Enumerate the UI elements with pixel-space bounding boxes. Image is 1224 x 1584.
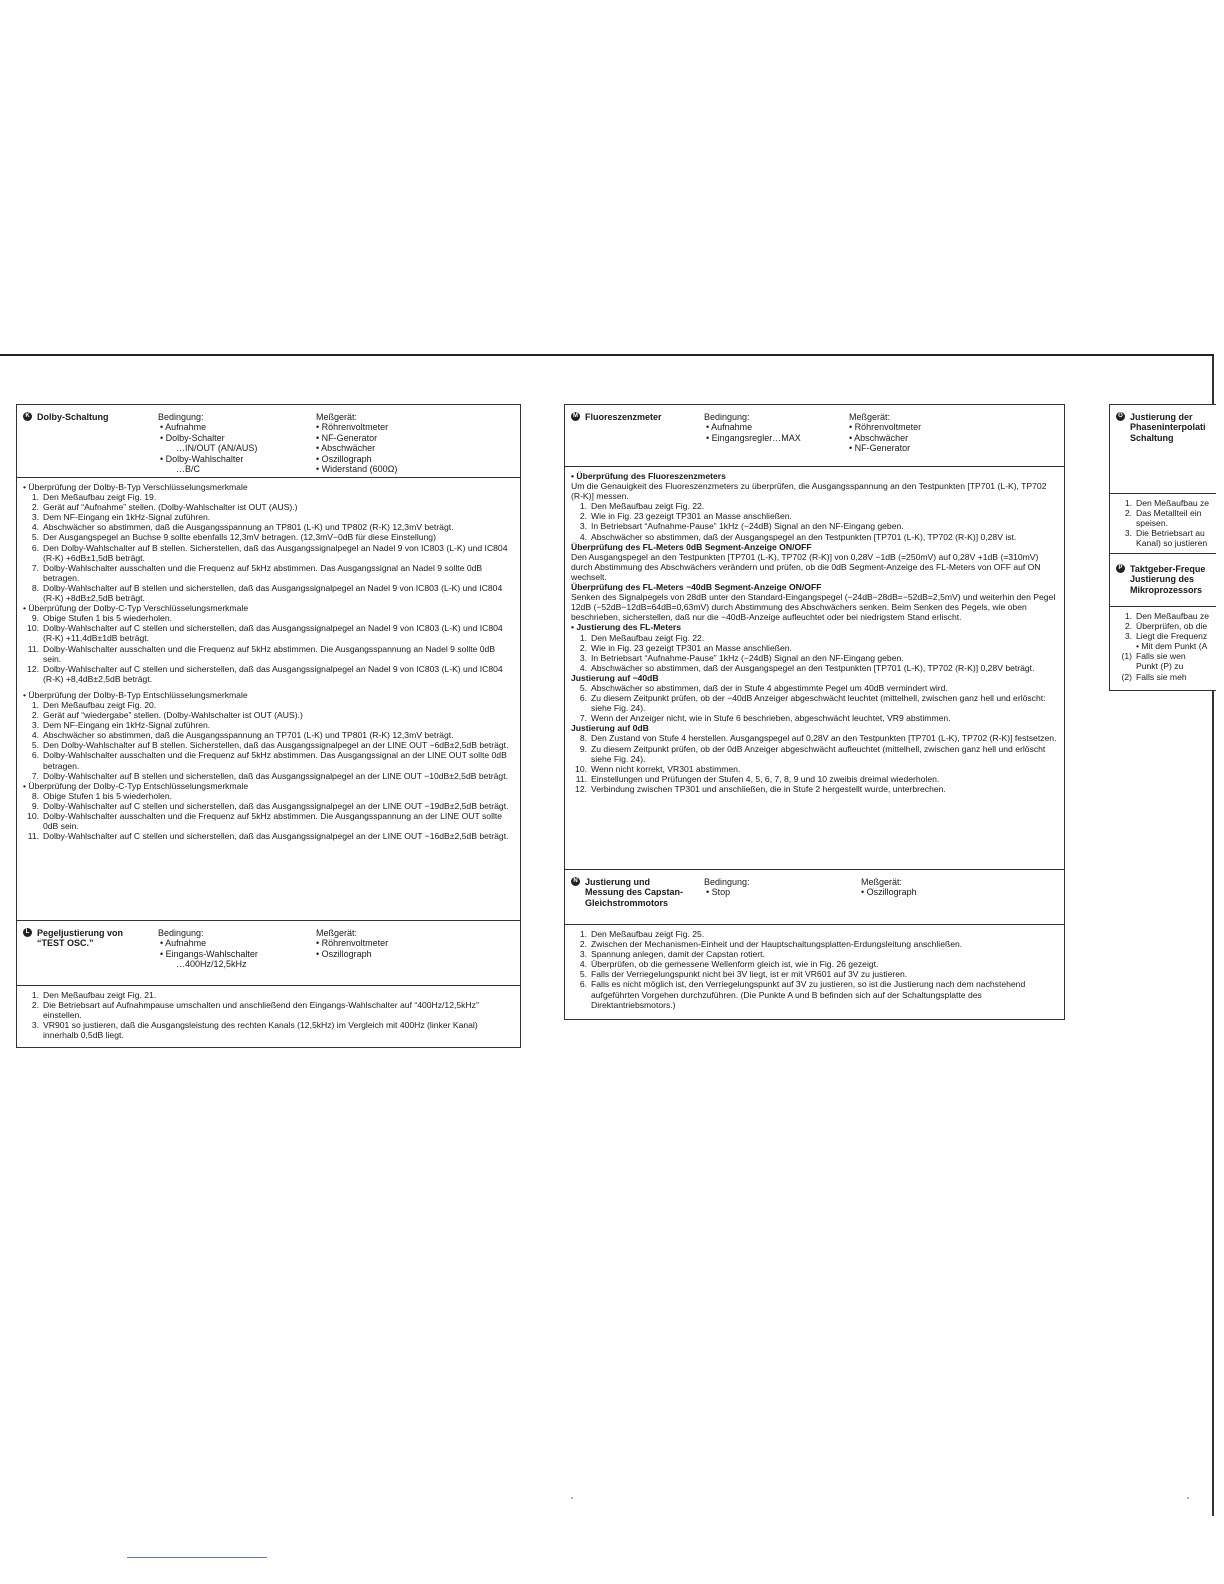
takt-title: Taktgeber-Freque <box>1130 564 1206 574</box>
step-number: 1. <box>1124 611 1132 621</box>
step-text: Verbindung zwischen TP301 und anschließen, die in Stufe 2 hergestellt wurde, unterbrechen. <box>591 783 946 794</box>
step-text: Zwischen der Mechanismen-Einheit und der Hauptschaltungsplatten-Erdungsleitung anschließen. <box>591 939 963 950</box>
footer-rule <box>127 1557 267 1558</box>
step-number: 3. <box>579 949 587 960</box>
step-item <box>571 979 1058 1009</box>
step-text: Den Meßaufbau zeigt Fig. 25. <box>591 929 705 939</box>
step-number <box>1116 538 1136 548</box>
bedingung-label: Bedingung: <box>158 928 204 938</box>
step-text: Zu diesem Zeitpunkt prüfen, ob der −40dB Anzeiger abgeschwächt leuchtet (mittelhell, zwischen ganz hell und erlöscht: siehe Fig. 24). <box>591 693 1046 714</box>
step-item <box>571 511 1058 521</box>
step-number: 6. <box>579 979 587 990</box>
messgeraet-item: • Röhrenvoltmeter <box>849 422 922 433</box>
step-item <box>571 774 1058 784</box>
step-item <box>571 683 1058 693</box>
step-text: Falls es nicht möglich ist, den Verriegelungspunkt auf 3V zu justieren, so ist die Justierung nach dem nachstehend aufgeführten Vorgehen durchzuführen. (Die Punkte A und B befinden sich auf der Schaltungsplatte des Direktantriebsmotors.) <box>591 979 1026 1010</box>
step-item <box>23 700 514 710</box>
step-item <box>23 522 514 532</box>
step-number: 4. <box>31 522 39 533</box>
bedingung-item: …IN/OUT (AN/AUS) <box>176 443 258 454</box>
step-number: 7. <box>579 713 587 724</box>
step-text: Zu diesem Zeitpunkt prüfen, ob der 0dB Anzeiger abgeschwächt aufleuchtet (mittelhell, zwischen ganz hell und erlöscht siehe Fig. 24). <box>591 743 1046 764</box>
step-item <box>23 990 514 1000</box>
step-item <box>23 532 514 542</box>
top-rule <box>0 354 1214 356</box>
step-text: Abschwächer so abstimmen, daß der Ausgangspegel an den Testpunkten [TP701 (L-K), TP702 (R-K)] 0,28V beträgt. <box>591 662 1035 673</box>
section-badge: L <box>23 928 32 937</box>
step-text: Abschwächer so abstimmen, daß der Ausgangspegel an den Testpunkten [TP701 (L-K), TP702 (R-K)] 0,28V ist. <box>591 531 1017 542</box>
subheading: • Justierung des FL-Meters <box>571 622 681 633</box>
step-number: 5. <box>31 532 39 543</box>
step-number: (2) <box>1121 671 1132 682</box>
step-text: Spannung anlegen, damit der Capstan rotiert. <box>591 949 765 960</box>
step-number: 3. <box>579 521 587 532</box>
paragraph: Den Ausgangspegel an den Testpunkten [TP701 (L-K), TP702 (R-K)] von 0,28V −1dB (=250mV) auf 0,28V +1dB (=310mV) durch Abstimmung des Abschwächers verändern und prüfen, ob die 0dB Segment-Anzeige des FL-Meters von OFF auf ON wechselt. <box>571 551 1041 582</box>
step-number: 1. <box>579 929 587 939</box>
step-list <box>23 990 514 1040</box>
step-text: Dem NF-Eingang ein 1kHz-Signal zuführen. <box>43 720 211 731</box>
step-text: Dolby-Wahlschalter auf C stellen und sicherstellen, daß das Ausgangssignalpegel an der LINE OUT −16dB±2,5dB beträgt. <box>43 831 509 842</box>
step-list <box>571 929 1058 1010</box>
step-number: 2. <box>579 642 587 653</box>
takt-body <box>1110 607 1216 688</box>
step-number: 3. <box>1124 631 1132 642</box>
step-text: speisen. <box>1136 518 1169 529</box>
step-text: Punkt (P) zu <box>1136 661 1184 672</box>
step-number: 8. <box>31 790 39 801</box>
step-list <box>1116 611 1210 682</box>
step-number: 4. <box>579 959 587 970</box>
messgeraet-item: • Oszillograph <box>316 453 372 464</box>
step-text: Wenn nicht korrekt, VR301 abstimmen. <box>591 763 741 774</box>
step-text: Den Meßaufbau zeigt Fig. 19. <box>43 492 157 503</box>
subheading: Justierung auf −40dB <box>571 672 659 683</box>
step-item <box>23 644 514 664</box>
speck <box>571 1497 573 1499</box>
subheading: Überprüfung des FL-Meters 0dB Segment-Anzeige ON/OFF <box>571 541 812 552</box>
step-item <box>23 664 514 684</box>
takt-section <box>1109 553 1216 691</box>
step-text: Den Dolby-Wahlschalter auf B stellen. Sicherstellen, daß das Ausgangssignalpegel an Nadel 9 von IC803 (L-K) und IC804 (R-K) +6dB±1,5dB beträgt. <box>43 542 508 563</box>
step-item <box>571 744 1058 764</box>
step-item <box>571 959 1058 969</box>
pegel-messgeraet <box>316 928 388 959</box>
dolby-section <box>16 404 521 923</box>
bedingung-item: • Dolby-Wahlschalter <box>160 453 244 464</box>
step-text: In Betriebsart “Aufnahme-Pause” 1kHz (−24dB) Signal an den NF-Eingang geben. <box>591 521 904 532</box>
step-item <box>23 543 514 563</box>
section-badge: M <box>573 413 578 419</box>
step-text: Einstellungen und Prüfungen der Stufen 4, 5, 6, 7, 8, 9 und 10 zweibis dreimal wiederholen. <box>591 773 940 784</box>
bedingung-label: Bedingung: <box>158 412 204 422</box>
step-item <box>23 791 514 801</box>
pegel-bedingung <box>158 928 258 970</box>
subheading: • Überprüfung der Dolby-C-Typ Entschlüsselungsmerkmale <box>23 780 249 791</box>
subheading: Justierung auf 0dB <box>571 723 649 734</box>
step-number <box>1116 641 1136 651</box>
step-text: Dolby-Wahlschalter auf C stellen und sicherstellen, daß das Ausgangssignalpegel an Nadel 9 von IC803 (L-K) und IC804 (R-K) +11,4dB±1dB beträgt. <box>43 623 503 644</box>
capstan-bedingung <box>704 877 750 898</box>
step-number <box>1116 518 1136 528</box>
bedingung-item: • Stop <box>706 887 731 898</box>
messgeraet-item: • Röhrenvoltmeter <box>316 938 389 949</box>
step-text: Obige Stufen 1 bis 5 wiederholen. <box>43 613 172 624</box>
step-number: 7. <box>31 770 39 781</box>
bedingung-item: • Aufnahme <box>160 422 207 433</box>
step-item <box>571 532 1058 542</box>
step-number: 5. <box>579 969 587 980</box>
step-item <box>1116 538 1210 548</box>
step-list <box>23 613 514 684</box>
step-text: Den Meßaufbau zeigt Fig. 22. <box>591 632 705 643</box>
step-number: (1) <box>1121 651 1132 662</box>
step-text: Abschwächer so abstimmen, daß der in Stufe 4 abgestimmte Pegel um 40dB vermindert wird. <box>591 682 948 693</box>
phase-section <box>1109 404 1216 556</box>
step-number: 9. <box>31 800 39 811</box>
messgeraet-label: Meßgerät: <box>849 412 891 422</box>
step-item <box>23 801 514 811</box>
step-text: Wenn der Anzeiger nicht, wie in Stufe 6 beschrieben, abgeschwächt leuchtet, VR9 abstimmen. <box>591 713 951 724</box>
subheading: • Überprüfung der Dolby-B-Typ Verschlüsselungsmerkmale <box>23 482 248 492</box>
takt-header <box>1110 554 1216 607</box>
step-list <box>23 700 514 781</box>
step-text: Dolby-Wahlschalter auf B stellen und sicherstellen, daß das Ausgangssignalpegel an der LINE OUT −10dB±2,5dB beträgt. <box>43 770 508 781</box>
phase-title-line2: Phaseninterpolati <box>1130 422 1206 433</box>
step-number: 2. <box>31 1000 39 1011</box>
step-item <box>1116 621 1210 631</box>
step-number: 2. <box>1124 621 1132 632</box>
step-number <box>1116 661 1136 671</box>
step-number: 12. <box>27 663 39 674</box>
step-item <box>571 501 1058 511</box>
step-item <box>23 492 514 502</box>
step-item <box>23 771 514 781</box>
step-text: Dolby-Wahlschalter ausschalten und die Frequenz auf 5kHz abstimmen. Das Ausgangssignal an Nadel 9 sollte 0dB betragen. <box>43 562 483 583</box>
messgeraet-item: • Oszillograph <box>861 887 917 898</box>
step-number: 6. <box>579 693 587 704</box>
step-item <box>23 1000 514 1020</box>
section-badge: K <box>23 412 32 421</box>
step-text: Den Dolby-Wahlschalter auf B stellen. Sicherstellen, daß das Ausgangssignalpegel an der LINE OUT −6dB±2,5dB beträgt. <box>43 740 509 751</box>
bedingung-label: Bedingung: <box>704 877 750 887</box>
capstan-title-block <box>571 877 683 908</box>
step-item <box>23 710 514 720</box>
step-text: Abschwächer so abstimmen, daß die Ausgangsspannung an TP801 (L-K) und TP802 (R-K) 12,3mV beträgt. <box>43 522 454 533</box>
subheading: Überprüfung des FL-Meters −40dB Segment-Anzeige ON/OFF <box>571 582 822 593</box>
step-text: Die Betriebsart au <box>1136 528 1205 539</box>
phase-header <box>1110 405 1216 494</box>
step-text: Überprüfen, ob die gemessene Wellenform gleich ist, wie in Fig. 26 gezeigt. <box>591 959 879 970</box>
capstan-section <box>564 869 1065 1020</box>
step-number: 4. <box>579 662 587 673</box>
step-number: 12. <box>575 783 587 794</box>
step-text: Falls sie meh <box>1136 671 1187 682</box>
step-text: Dem NF-Eingang ein 1kHz-Signal zuführen. <box>43 512 211 523</box>
subheading: • Überprüfung der Dolby-B-Typ Entschlüsselungsmerkmale <box>23 689 248 700</box>
step-item <box>1116 611 1210 621</box>
step-text: Wie in Fig. 23 gezeigt TP301 an Masse anschließen. <box>591 642 792 653</box>
step-item <box>571 939 1058 949</box>
subheading: • Überprüfung des Fluoreszenzmeters <box>571 471 726 481</box>
step-text: Obige Stufen 1 bis 5 wiederholen. <box>43 790 172 801</box>
messgeraet-label: Meßgerät: <box>316 928 358 938</box>
paragraph: Um die Genauigkeit des Fluoreszenzmeters zu überprüfen, die Ausgangsspannung an den Testpunkten [TP701 (L-K), TP702 (R-K)] messen. <box>571 481 1047 502</box>
step-list <box>23 492 514 603</box>
step-item <box>23 730 514 740</box>
step-text: Den Meßaufbau ze <box>1136 498 1210 508</box>
step-list <box>1116 498 1210 548</box>
step-text: Falls der Verriegelungspunkt nicht bei 3V liegt, ist er mit VR601 auf 3V zu justieren. <box>591 969 908 980</box>
step-item <box>1116 672 1210 682</box>
pegel-title-block <box>23 928 123 949</box>
step-item <box>571 653 1058 663</box>
step-item <box>571 643 1058 653</box>
step-text: Falls sie wen <box>1136 651 1186 662</box>
step-text: Dolby-Wahlschalter ausschalten und die Frequenz auf 5kHz abstimmen. Das Ausgangssignal an der LINE OUT sollte 0dB betragen. <box>43 750 507 771</box>
step-item <box>571 733 1058 743</box>
step-item <box>1116 641 1210 651</box>
bedingung-item: …B/C <box>176 464 201 475</box>
step-number: 6. <box>31 750 39 761</box>
dolby-bedingung <box>158 412 257 474</box>
step-number: 11. <box>27 831 39 842</box>
step-item <box>23 750 514 770</box>
step-number: 2. <box>579 511 587 522</box>
messgeraet-label: Meßgerät: <box>861 877 903 887</box>
step-text: Den Meßaufbau zeigt Fig. 22. <box>591 501 705 512</box>
step-number: 2. <box>31 710 39 721</box>
pegel-body <box>17 986 520 1046</box>
messgeraet-label: Meßgerät: <box>316 412 358 422</box>
step-number: 1. <box>31 699 39 710</box>
bedingung-item: • Eingangsregler…MAX <box>706 432 801 443</box>
step-item <box>1116 498 1210 508</box>
section-badge: N <box>571 877 580 886</box>
step-number: 5. <box>31 740 39 751</box>
bedingung-item: …400Hz/12,5kHz <box>176 959 247 970</box>
step-number: 1. <box>31 492 39 503</box>
fluor-header <box>565 405 1064 467</box>
messgeraet-item: • Widerstand (600Ω) <box>316 464 398 475</box>
step-item <box>23 720 514 730</box>
pegel-title: Pegeljustierung von <box>37 928 124 938</box>
step-item <box>1116 508 1210 518</box>
step-text: Gerät auf “Aufnahme” stellen. (Dolby-Wahlschalter ist OUT (AUS).) <box>43 502 298 513</box>
messgeraet-item: • Oszillograph <box>316 948 372 959</box>
dolby-title-block <box>23 412 109 422</box>
subheading: • Überprüfung der Dolby-C-Typ Verschlüsselungsmerkmale <box>23 603 249 614</box>
step-text: Das Metallteil ein <box>1136 508 1202 519</box>
step-number: 3. <box>31 1020 39 1031</box>
step-item <box>23 623 514 643</box>
step-number: 11. <box>575 773 587 784</box>
step-number: 3. <box>579 652 587 663</box>
step-text: Den Meßaufbau zeigt Fig. 20. <box>43 699 157 710</box>
step-item <box>1116 651 1210 661</box>
step-item <box>571 949 1058 959</box>
step-text: Dolby-Wahlschalter auf C stellen und sicherstellen, daß das Ausgangssignalpegel an Nadel 9 von IC803 (L-K) und IC804 (R-K) +8,4dB±2,5dB beträgt. <box>43 663 503 684</box>
phase-title-block <box>1116 412 1206 443</box>
step-item <box>571 764 1058 774</box>
takt-title-line3: Mikroprozessors <box>1130 584 1203 595</box>
step-text: Der Ausgangspegel an Buchse 9 sollte ebenfalls 12,3mV betragen. (12,3mV−0dB für diese Einstellung) <box>43 532 436 543</box>
step-item <box>23 1020 514 1040</box>
step-number: 2. <box>1124 508 1132 519</box>
messgeraet-item: • NF-Generator <box>849 443 911 454</box>
dolby-header <box>17 405 520 478</box>
step-item <box>23 502 514 512</box>
step-item <box>23 563 514 583</box>
step-number: 8. <box>31 582 39 593</box>
step-number: 6. <box>31 542 39 553</box>
step-item <box>1116 631 1210 641</box>
phase-title-line3: Schaltung <box>1130 432 1174 443</box>
capstan-messgeraet <box>861 877 917 898</box>
phase-title: Justierung der <box>1130 412 1193 422</box>
step-item <box>571 633 1058 643</box>
messgeraet-item: • Röhrenvoltmeter <box>316 422 389 433</box>
step-number: 1. <box>1124 498 1132 508</box>
messgeraet-item: • Abschwächer <box>849 432 909 443</box>
step-text: Den Meßaufbau ze <box>1136 611 1210 621</box>
capstan-body <box>565 925 1064 1016</box>
step-text: Gerät auf “wiedergabe” stellen. (Dolby-Wahlschalter ist OUT (AUS).) <box>43 710 303 721</box>
step-number: 3. <box>1124 528 1132 539</box>
step-number: 1. <box>31 990 39 1000</box>
step-number: 3. <box>31 512 39 523</box>
step-item <box>23 740 514 750</box>
section-badge: P <box>1116 564 1125 573</box>
bedingung-item: • Aufnahme <box>706 422 753 433</box>
step-list <box>571 683 1058 723</box>
fluor-bedingung <box>704 412 801 443</box>
step-text: Wie in Fig. 23 gezeigt TP301 an Masse anschließen. <box>591 511 792 522</box>
step-item <box>1116 528 1210 538</box>
step-number: 2. <box>31 502 39 513</box>
fluor-body <box>565 467 1064 800</box>
fluor-title-block <box>571 412 662 422</box>
step-item <box>1116 518 1210 528</box>
step-number: 8. <box>579 733 587 744</box>
step-text: Dolby-Wahlschalter auf C stellen und sicherstellen, daß das Ausgangssignalpegel an der LINE OUT −19dB±2,5dB beträgt. <box>43 800 509 811</box>
step-number: 9. <box>579 743 587 754</box>
takt-title-block <box>1116 564 1205 595</box>
speck <box>1187 1497 1189 1499</box>
step-item <box>23 613 514 623</box>
fluor-title: Fluoreszenzmeter <box>585 412 662 422</box>
step-number: 1. <box>579 501 587 512</box>
step-item <box>571 663 1058 673</box>
step-number: 11. <box>27 643 39 654</box>
step-text: Dolby-Wahlschalter auf B stellen und sicherstellen, daß das Ausgangssignalpegel an Nadel 9 von IC803 (L-K) und IC804 (R-K) +8dB±2,5dB beträgt. <box>43 582 503 604</box>
capstan-title-line2: Messung des Capstan- <box>585 887 684 898</box>
step-text: VR901 so justieren, daß die Ausgangsleistung des rechten Kanals (12,5kHz) im Vergleich mit 400Hz (linker Kanal) innerhalb 0,5dB liegt. <box>43 1020 478 1041</box>
step-number: 5. <box>579 682 587 693</box>
dolby-title: Dolby-Schaltung <box>37 412 109 422</box>
step-number: 7. <box>31 562 39 573</box>
bedingung-label: Bedingung: <box>704 412 750 422</box>
step-text: Den Meßaufbau zeigt Fig. 21. <box>43 990 157 1000</box>
step-text: Dolby-Wahlschalter ausschalten und die Frequenz auf 5kHz abstimmen. Die Ausgangsspannung an der LINE OUT sollte 0dB sein. <box>43 811 503 832</box>
step-number: 10. <box>575 763 587 774</box>
step-number: 1. <box>579 632 587 643</box>
step-item <box>571 521 1058 531</box>
step-number: 10. <box>27 623 39 634</box>
paragraph: Senken des Signalpegels von 28dB unter den Standard-Eingangspegel (−24dB−28dB=−52dB=2,5mV) und weiterhin den Pegel 12dB (−52dB−12dB=64dB=0,63mV) durch Abstimmung des Abschwächers senken. Beim Senken des Pegels, wie oben beschrieben, sicherstellen, daß nur die −40dB-Anzeige aufleuchtet oder bei niedrigstem Stand erlischt. <box>571 592 1056 623</box>
section-badge: O <box>1116 412 1125 421</box>
messgeraet-item: • NF-Generator <box>316 432 378 443</box>
step-item <box>23 512 514 522</box>
step-text: • Mit dem Punkt (A <box>1136 641 1208 652</box>
pegel-header <box>17 921 520 986</box>
step-number: 3. <box>31 720 39 731</box>
step-item <box>1116 661 1210 671</box>
capstan-title: Justierung und <box>585 877 650 887</box>
capstan-header <box>565 870 1064 925</box>
step-item <box>23 811 514 831</box>
step-item <box>571 693 1058 713</box>
step-number: 10. <box>27 811 39 821</box>
bedingung-item: • Dolby-Schalter <box>160 432 225 443</box>
step-item <box>571 929 1058 939</box>
pegel-title-line2: “TEST OSC.” <box>37 938 94 949</box>
step-list <box>23 791 514 841</box>
step-list <box>571 733 1058 794</box>
fluor-section <box>564 404 1065 872</box>
messgeraet-item: • Abschwächer <box>316 443 376 454</box>
step-item <box>571 969 1058 979</box>
step-text: Den Zustand von Stufe 4 herstellen. Ausgangspegel auf 0,28V an den Testpunkten [TP701 (L-K), TP702 (R-K)] festsetzen. <box>591 733 1057 744</box>
dolby-messgeraet <box>316 412 397 474</box>
step-item <box>571 784 1058 794</box>
dolby-body <box>17 478 520 847</box>
step-item <box>23 831 514 841</box>
step-number: 4. <box>31 730 39 741</box>
step-number: 2. <box>579 939 587 950</box>
bedingung-item: • Aufnahme <box>160 938 207 949</box>
step-text: Liegt die Frequenz <box>1136 631 1208 642</box>
step-number: 9. <box>31 613 39 624</box>
step-text: Überprüfen, ob die <box>1136 621 1208 632</box>
step-text: Die Betriebsart auf Aufnahmpause umschalten und anschließend den Eingangs-Wahlschalter auf “400Hz/12,5kHz” einstellen. <box>43 1000 479 1021</box>
step-text: Abschwächer so abstimmen, daß die Ausgangsspannung an TP701 (L-K) und TP801 (R-K) 12,3mV beträgt. <box>43 730 454 741</box>
bedingung-item: • Eingangs-Wahlschalter <box>160 948 258 959</box>
step-number: 4. <box>579 531 587 542</box>
capstan-title-line3: Gleichstrommotors <box>585 897 669 908</box>
step-list <box>571 501 1058 541</box>
step-list <box>571 633 1058 673</box>
fluor-messgeraet <box>849 412 921 454</box>
step-item <box>23 583 514 603</box>
step-item <box>571 713 1058 723</box>
step-text: Kanal) so justieren <box>1136 538 1208 549</box>
phase-body <box>1110 494 1216 554</box>
pegel-section <box>16 920 521 1048</box>
takt-title-line2: Justierung des <box>1130 574 1195 585</box>
step-text: Dolby-Wahlschalter ausschalten und die Frequenz auf 5kHz abstimmen. Die Ausgangsspannung an Nadel 9 sollte 0dB sein. <box>43 643 496 664</box>
step-text: In Betriebsart “Aufnahme-Pause” 1kHz (−24dB) Signal an den NF-Eingang geben. <box>591 652 904 663</box>
